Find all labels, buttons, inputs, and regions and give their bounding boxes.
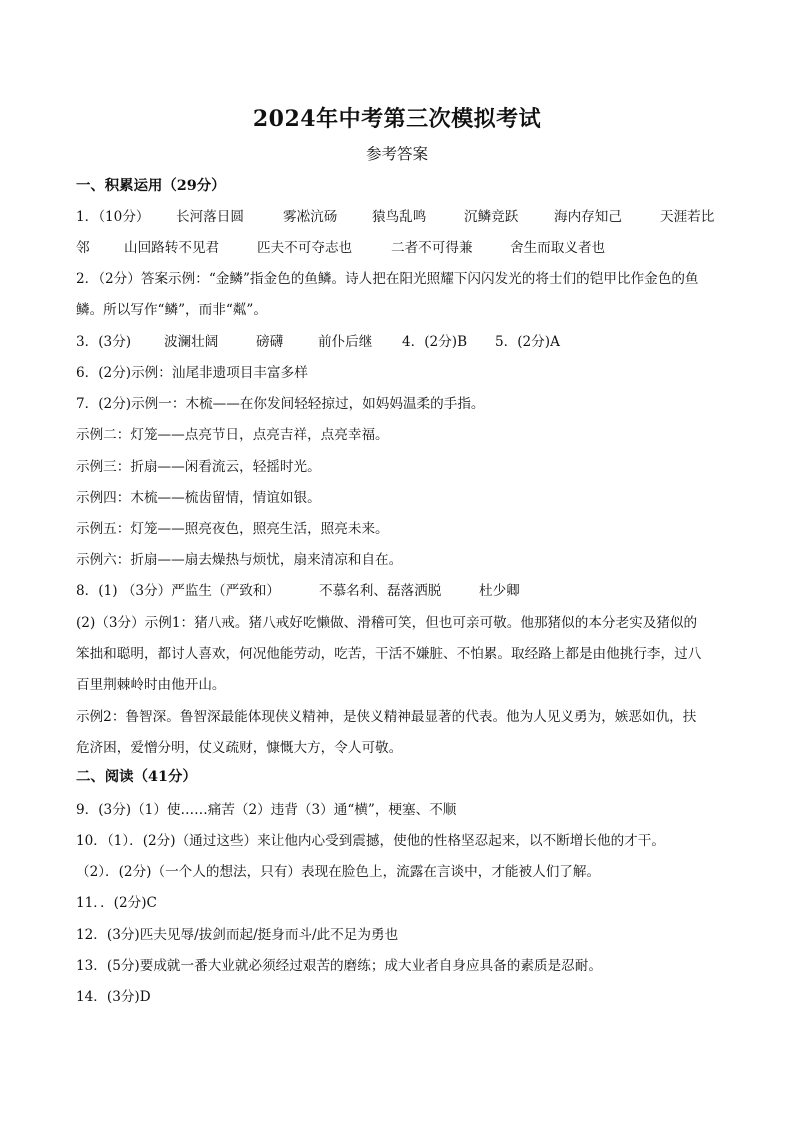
question-1-answer-9: 二者不可得兼 [391, 240, 473, 256]
question-3-answer-3: 前仆后继 [318, 334, 373, 350]
question-7-example-5: 示例五：灯笼——照亮夜色，照亮生活，照亮未来。 [76, 521, 389, 537]
question-8-part-1-answer-3: 杜少卿 [479, 583, 520, 599]
question-8-part-2-line-2: 笨拙和聪明，都讨人喜欢，何况他能劳动，吃苦，干活不嫌脏、不怕累。取经路上都是由他挑行李，过八 [76, 646, 702, 662]
question-1-continuation: 邻 [76, 240, 90, 256]
question-1-answer-3: 猿鸟乱鸣 [372, 209, 427, 225]
question-14: 14．(3分)D [76, 989, 151, 1005]
question-1-answer-7: 山回路转不见君 [124, 240, 220, 256]
question-2-line-1: 2．（2分）答案示例：“金鳞”指金色的鱼鳞。诗人把在阳光照耀下闪闪发光的将士们的铠甲比作金色的鱼 [76, 271, 699, 287]
section-heading-accumulation: 一、积累运用（29分） [76, 177, 226, 194]
question-12: 12．(3分)匹夫见辱/拔剑而起/挺身而斗/此不足为勇也 [76, 927, 399, 943]
question-10-part-2: （2）．(2分)（一个人的想法，只有）表现在脸色上，流露在言谈中，才能被人们了解。 [76, 864, 601, 880]
question-1-answer-1: 长河落日圆 [176, 209, 244, 225]
question-8-example-2-line-1: 示例2：鲁智深。鲁智深最能体现侠义精神，是侠义精神最显著的代表。他为人见义勇为，嫉恶如仇，扶 [76, 709, 697, 725]
page-title: 2024年中考第三次模拟考试 [252, 106, 542, 132]
page-subtitle: 参考答案 [365, 145, 428, 163]
question-7-example-2: 示例二：灯笼——点亮节日，点亮吉祥，点亮幸福。 [76, 427, 389, 443]
question-7-example-3: 示例三：折扇——闲看流云，轻摇时光。 [76, 459, 321, 475]
question-8-part-1-answer-2: 不慕名利、磊落洒脱 [319, 583, 442, 599]
question-1-answer-4: 沉鳞竞跃 [464, 209, 519, 225]
question-11: 11．．(2分)C [76, 895, 157, 911]
question-3-answer-2: 磅礴 [256, 334, 284, 350]
question-1-answer-2: 雾凇沆砀 [283, 209, 338, 225]
question-6: 6．(2分)示例：汕尾非遗项目丰富多样 [76, 365, 308, 381]
question-7-example-4: 示例四：木梳——梳齿留情，情谊如银。 [76, 490, 321, 506]
question-8-part-2-line-1: (2)（3分）示例1：猪八戒。猪八戒好吃懒做、滑稽可笑，但也可亲可敬。他那猪似的本分老实及猪似的 [76, 615, 698, 631]
question-5-answer: 5．(2分)A [495, 334, 560, 350]
question-1-answer-10: 舍生而取义者也 [510, 240, 606, 256]
question-7-example-1: 7．(2分)示例一：木梳——在你发间轻轻掠过，如妈妈温柔的手指。 [76, 396, 485, 412]
question-13: 13．(5分)要成就一番大业就必须经过艰苦的磨练；成大业者自身应具备的素质是忍耐。 [76, 958, 602, 974]
question-1-label: 1．（10分） [76, 209, 150, 225]
question-7-example-6: 示例六：折扇——扇去燥热与烦忧，扇来清凉和自在。 [76, 552, 403, 568]
question-8-part-2-line-3: 百里荆棘岭时由他开山。 [76, 677, 226, 693]
question-9: 9．(3分)（1）使……痛苦（2）违背（3）通“横”，梗塞、不顺 [76, 802, 457, 818]
question-8-example-2-line-2: 危济困，爱憎分明，仗义疏财，慷慨大方，令人可敬。 [76, 740, 403, 756]
question-4-answer: 4．(2分)B [402, 334, 468, 350]
question-10-part-1: 10．（1）．(2分)（通过这些）来让他内心受到震撼，使他的性格坚忍起来，以不断增长他的才干。 [76, 833, 665, 849]
question-8-part-1-answer-1: 8．(1) （3分）严监生（严致和） [76, 583, 280, 599]
question-1-answer-6: 天涯若比 [660, 209, 715, 225]
question-2-line-2: 鳞。所以写作“鳞”，而非“粼”。 [76, 302, 267, 318]
question-3-answer-1: 波澜壮阔 [164, 334, 219, 350]
question-1-answer-5: 海内存知己 [554, 209, 622, 225]
question-1-answer-8: 匹夫不可夺志也 [257, 240, 353, 256]
question-3-label: 3．(3分) [76, 334, 132, 350]
section-heading-reading: 二、阅读（41分） [76, 768, 197, 785]
